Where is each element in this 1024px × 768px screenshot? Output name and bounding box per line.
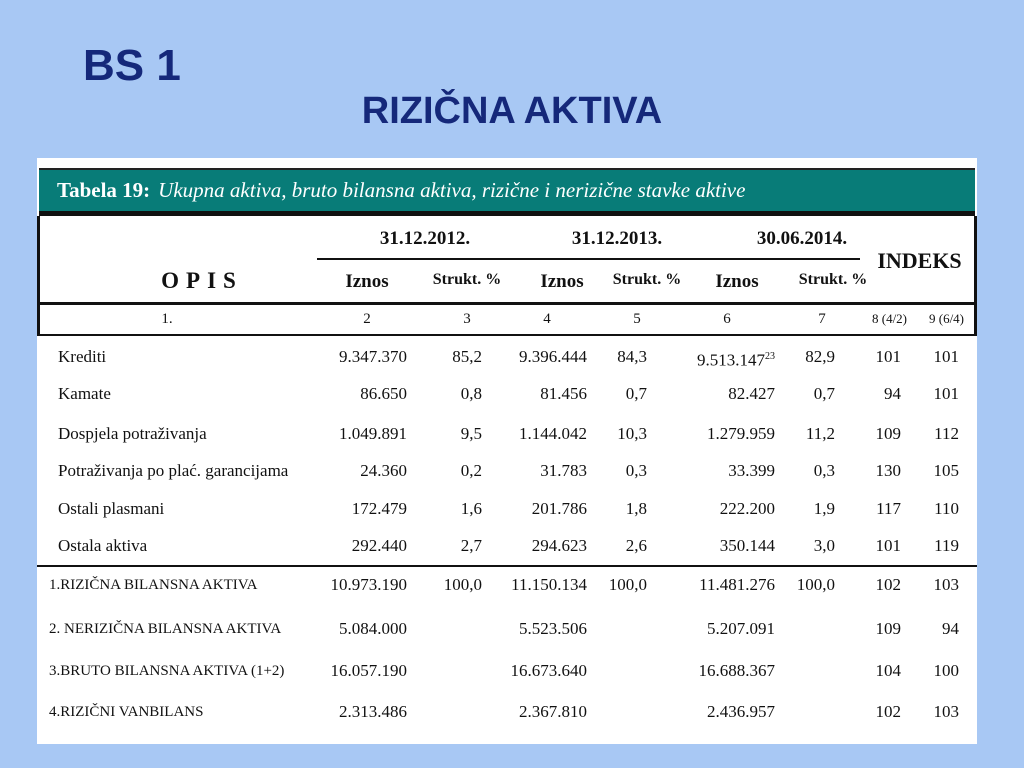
value-2012: 24.360 — [360, 461, 407, 480]
table-row — [37, 417, 977, 451]
totals-divider — [37, 565, 977, 567]
value-2014: 16.688.367 — [698, 661, 775, 680]
index-6-4: 119 — [934, 536, 959, 555]
totals-row — [37, 612, 977, 646]
index-4-2: 101 — [875, 536, 901, 555]
share-2012: 9,5 — [460, 424, 482, 443]
share-2014: 1,9 — [813, 499, 835, 518]
share-2014: 11,2 — [805, 424, 835, 443]
value-2014: 5.207.091 — [707, 619, 775, 638]
value-2013: 11.150.134 — [511, 575, 587, 594]
table-figure — [37, 158, 977, 744]
col-number-1: 1. — [161, 311, 173, 327]
totals-row — [37, 568, 977, 602]
col-number-6: 6 — [723, 311, 731, 327]
share-2014: 0,7 — [813, 384, 835, 403]
share-2014: 100,0 — [796, 575, 835, 594]
row-label: Dospjela potraživanja — [58, 424, 207, 443]
row-label: Kamate — [58, 384, 111, 403]
value-2014: 11.481.276 — [699, 575, 775, 594]
value-2012: 86.650 — [360, 384, 407, 403]
index-4-2: 102 — [875, 702, 901, 721]
share-2012: 1,6 — [460, 499, 482, 518]
period-header-2014: 30.06.2014. — [756, 228, 848, 249]
value-2012: 5.084.000 — [339, 619, 407, 638]
index-4-2: 94 — [884, 384, 901, 403]
value-2013: 9.396.444 — [519, 347, 587, 366]
index-4-2: 104 — [875, 661, 901, 680]
share-2014: 0,3 — [813, 461, 835, 480]
value-2012: 9.347.370 — [339, 347, 407, 366]
value-2014-number: 9.513.147 — [697, 350, 765, 370]
value-2014: 350.144 — [719, 536, 775, 555]
caption-number: Tabela 19: — [57, 178, 151, 202]
row-label: Ostala aktiva — [58, 536, 148, 555]
table-row — [37, 454, 977, 488]
value-2014 — [697, 340, 775, 378]
value-2013: 294.623 — [531, 536, 587, 555]
period-underline — [317, 258, 860, 260]
col-number-7: 7 — [818, 311, 826, 327]
share-2012: 85,2 — [452, 347, 482, 366]
share-2013: 84,3 — [617, 347, 647, 366]
strukt-header-2013: Strukt. % — [612, 271, 682, 288]
iznos-header-2013: Iznos — [540, 271, 584, 292]
index-4-2: 109 — [875, 424, 901, 443]
row-label: 3.BRUTO BILANSNA AKTIVA (1+2) — [49, 663, 285, 679]
index-6-4: 101 — [933, 384, 959, 403]
share-2014: 82,9 — [805, 347, 835, 366]
row-label: 2. NERIZIČNA BILANSNA AKTIVA — [49, 621, 282, 637]
strukt-header-2014: Strukt. % — [798, 271, 868, 288]
index-6-4: 103 — [933, 575, 959, 594]
index-6-4: 100 — [933, 661, 959, 680]
indeks-header: INDEKS — [877, 248, 962, 273]
index-6-4: 110 — [934, 499, 959, 518]
share-2013: 2,6 — [625, 536, 647, 555]
totals-row — [37, 695, 977, 729]
share-2013: 10,3 — [617, 424, 647, 443]
index-6-4: 94 — [942, 619, 959, 638]
index-6-4: 112 — [934, 424, 959, 443]
strukt-header-2012: Strukt. % — [432, 271, 502, 288]
col-number-9: 9 (6/4) — [928, 311, 965, 326]
numbers-divider — [37, 334, 977, 336]
index-6-4: 101 — [933, 347, 959, 366]
slide-title: RIZIČNA AKTIVA — [361, 90, 663, 132]
index-4-2: 102 — [875, 575, 901, 594]
value-2013: 201.786 — [531, 499, 587, 518]
opis-header: OPIS — [161, 268, 243, 293]
table-row — [37, 492, 977, 526]
share-2013: 1,8 — [625, 499, 647, 518]
share-2014: 3,0 — [813, 536, 835, 555]
value-2013: 81.456 — [540, 384, 587, 403]
row-label: Krediti — [58, 347, 107, 366]
index-4-2: 130 — [875, 461, 901, 480]
value-2013: 2.367.810 — [519, 702, 587, 721]
table-row — [37, 529, 977, 563]
slide-label: BS 1 — [83, 41, 181, 90]
table-caption — [39, 168, 975, 216]
share-2012: 2,7 — [460, 536, 482, 555]
row-label: 1.RIZIČNA BILANSNA AKTIVA — [49, 577, 258, 593]
value-2012: 172.479 — [351, 499, 407, 518]
value-2014: 1.279.959 — [707, 424, 775, 443]
caption-text: Ukupna aktiva, bruto bilansna aktiva, rizične i nerizične stavke aktive — [158, 178, 746, 202]
col-number-4: 4 — [543, 311, 551, 327]
iznos-header-2012: Iznos — [345, 271, 389, 292]
share-2012: 0,2 — [460, 461, 482, 480]
col-number-2: 2 — [363, 311, 371, 327]
right-border — [974, 216, 977, 336]
row-label: 4.RIZIČNI VANBILANS — [49, 704, 204, 720]
index-4-2: 101 — [875, 347, 901, 366]
value-2013: 5.523.506 — [519, 619, 587, 638]
share-2012: 100,0 — [443, 575, 482, 594]
share-2013: 0,7 — [625, 384, 647, 403]
footnote-marker: 23 — [765, 351, 775, 362]
totals-row — [37, 654, 977, 688]
col-number-8: 8 (4/2) — [871, 311, 908, 326]
period-header-2012: 31.12.2012. — [379, 228, 471, 249]
share-2012: 0,8 — [460, 384, 482, 403]
share-2013: 100,0 — [608, 575, 647, 594]
index-6-4: 105 — [933, 461, 959, 480]
value-2014: 82.427 — [728, 384, 775, 403]
index-4-2: 117 — [876, 499, 901, 518]
value-2013: 31.783 — [540, 461, 587, 480]
value-2012: 10.973.190 — [330, 575, 407, 594]
value-2013: 1.144.042 — [519, 424, 587, 443]
index-4-2: 109 — [875, 619, 901, 638]
table-row — [37, 340, 977, 374]
value-2012: 1.049.891 — [339, 424, 407, 443]
row-label: Ostali plasmani — [58, 499, 165, 518]
value-2014: 222.200 — [719, 499, 775, 518]
row-label: Potraživanja po plać. garancijama — [58, 461, 289, 480]
table-row — [37, 377, 977, 411]
left-border — [37, 216, 40, 336]
share-2013: 0,3 — [625, 461, 647, 480]
value-2014: 33.399 — [728, 461, 775, 480]
value-2013: 16.673.640 — [510, 661, 587, 680]
value-2012: 2.313.486 — [339, 702, 407, 721]
period-header-2013: 31.12.2013. — [571, 228, 663, 249]
col-number-3: 3 — [463, 311, 471, 327]
value-2012: 16.057.190 — [330, 661, 407, 680]
index-6-4: 103 — [933, 702, 959, 721]
value-2012: 292.440 — [351, 536, 407, 555]
header-divider — [37, 302, 977, 305]
value-2014: 2.436.957 — [707, 702, 775, 721]
col-number-5: 5 — [633, 311, 641, 327]
iznos-header-2014: Iznos — [715, 271, 759, 292]
